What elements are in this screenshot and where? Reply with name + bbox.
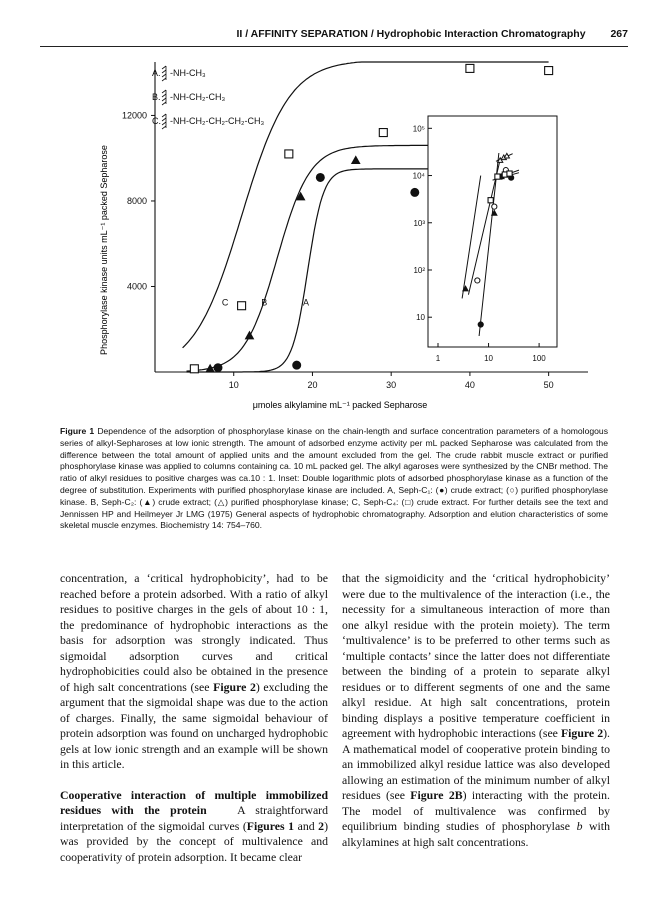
inset-y-tick-label: 10 [416,313,425,323]
inset-data-point [488,198,493,203]
inset-data-point [478,322,483,327]
x-tick-label: 30 [386,380,397,390]
figure-ref: 2 [318,818,325,833]
legend-key: B. [152,92,161,102]
figure-ref: Figures 1 [246,818,295,833]
figure-ref: Figure 2 [560,726,604,740]
running-header [40,28,628,46]
legend-formula: -NH-CH₃ [170,68,206,78]
figure-ref: Figure 2 [213,679,256,694]
matrix-glyph [162,90,166,105]
caption-label: Figure 1 [60,426,95,436]
data-point [190,365,198,373]
figure-ref: Figure 2B [410,788,463,802]
data-point [411,188,419,196]
y-tick-label: 12000 [121,110,147,121]
data-point [285,150,293,158]
inset-x-tick-label: 1 [435,354,441,363]
left-column [60,571,328,865]
curve-label: B [261,297,268,308]
inset-y-tick-label: 10³ [413,218,425,228]
legend-key: A. [152,68,161,78]
legend-formula: -NH-CH₂-CH₂-CH₂-CH₃ [170,116,265,126]
main-x-label: μmoles alkylamine mL⁻¹ packed Sepharose [252,400,428,410]
data-point [466,64,474,72]
inset-y-tick-label: 10⁵ [412,124,425,134]
chain-length-legend [152,66,264,129]
data-point [293,361,301,369]
figure-1 [0,50,668,420]
right-column [342,571,610,850]
inset-data-point [475,278,480,283]
matrix-glyph [162,66,166,81]
x-tick-label: 20 [307,380,318,390]
curve-label: A [303,297,310,308]
data-point [379,129,387,137]
inset-data-point [492,204,497,209]
inset-x-tick-label: 10 [484,354,494,363]
right-paragraph: that the sigmoidicity and the ‘critical hydrophobicity’ were due to the multivalence of the interaction (i.e., the necessity for a simultaneous interaction of more than one alkyl residue with the protein moiety). The term ‘multivalence’ is to be preferred to other terms such as ‘multiple contacts’ since the latter does not differentiate between the binding of a protein to separate alkyl residues or to different segments of one and the same alkyl residue. At high salt concentrations, protein binding displays a positive temperature coefficient in agreement with hydrophobic interactions (see Figure 2). A mathematical model of cooperative protein binding to an immobilized alkyl residue lattice was also developed allowing an estimation of the minimum number of alkyl residues (see Figure 2B) interacting with the protein. The model of multivalence was confirmed by equilibrium binding studies of phosphorylase b with alkylamines at high salt concentrations. [342,571,611,849]
caption-text: Dependence of the adsorption of phosphorylase kinase on the chain-length and surface concentration parameters of a homologous series of alkyl-Sepharoses at low ionic strength. The amount of adsorbed enzyme activity per mL packed Sepharose was calculated from the difference between the total amount of applied units and the amount excluded from the gel. The crude rabbit muscle extract or purified phosphorylase kinase was applied to columns containing ca. 10 mL packed gel. The alkyl agaroses were synthesized by the CNBr method. The ratio of alkyl residues to positive charges was ca.10 : 1. Inset: Double logarithmic plots of adsorbed phosphorylase kinase as a function of the degree of substitution. Experiments with purified phosphorylase kinase are included. A, Seph-C₁: (●) crude extract; (○) purified phosphorylase kinase. B, Seph-C₂: (▲) crude extract; (△) purified phosphorylase kinase; C, Seph-C₄: (□) crude extract. For further details see the text and Jennissen HP and Heilmeyer Jr LMG (1975) General aspects of hydrophobic chromatography. Adsorption and elution characteristics of some skeletal muscle enzymes. Biochemistry 14: 754–760. [60,426,608,531]
section-subheading: Cooperative interaction of multiple immobilized residues with the protein [60,787,328,817]
figure-caption [60,426,608,532]
inset-frame [428,116,557,347]
left-paragraph-2: Cooperative interaction of multiple immobilized residues with the protein A straightforward interpretation of the sigmoidal curves (Figures 1 and 2) was provided by the concept of multivalence and cooperativity of protein adsorption. It became clear [60,787,329,864]
inset-data-point [507,171,512,176]
matrix-glyph [162,114,166,129]
left-paragraph-1: concentration, a ‘critical hydrophobicity’, had to be reached before a protein adsorbed. With a ratio of alkyl residues to positive charges in the gels of about 10 : 1, the predominance of hydrophobic interactions as the basis for adsorption was strongly indicated. Thus sigmoidal adsorption curves and critical hydrophobicities could also be obtained in the presence of high salt concentrations (see Figure 2) excluding the argument that the sigmoidal shape was due to the action of charges. Finally, the same sigmoidal behaviour of protein adsorption was found on uncharged hydrophobic gels at low ionic strength and an example will be shown in this article. [60,571,328,771]
data-point [214,364,222,372]
italic-b: b [576,819,583,833]
legend-formula: -NH-CH₂-CH₃ [170,92,226,102]
data-point [545,67,553,75]
main-y-label: Phosphorylase kinase units mL⁻¹ packed Sepharose [99,145,109,355]
legend-key: C. [152,116,161,126]
inset-y-tick-label: 10⁴ [412,171,425,181]
inset-data-point [495,174,500,179]
curve-label-layer [222,298,309,308]
header-rule [40,46,628,47]
x-tick-label: 40 [464,380,475,390]
fitted-curve-A [187,169,447,372]
data-point [238,302,246,310]
y-tick-label: 8000 [126,195,147,206]
x-tick-label: 10 [228,380,239,390]
x-tick-label: 50 [543,380,554,390]
page-number: 267 [610,28,628,40]
running-title: II / AFFINITY SEPARATION / Hydrophobic Interaction Chromatography [236,28,586,40]
data-point [245,332,253,339]
data-point [316,173,324,181]
y-tick-label: 4000 [126,281,147,292]
inset-y-tick-label: 10² [413,265,425,275]
curve-label: C [221,297,229,308]
data-point [352,156,360,163]
inset-x-tick-label: 100 [532,354,546,363]
